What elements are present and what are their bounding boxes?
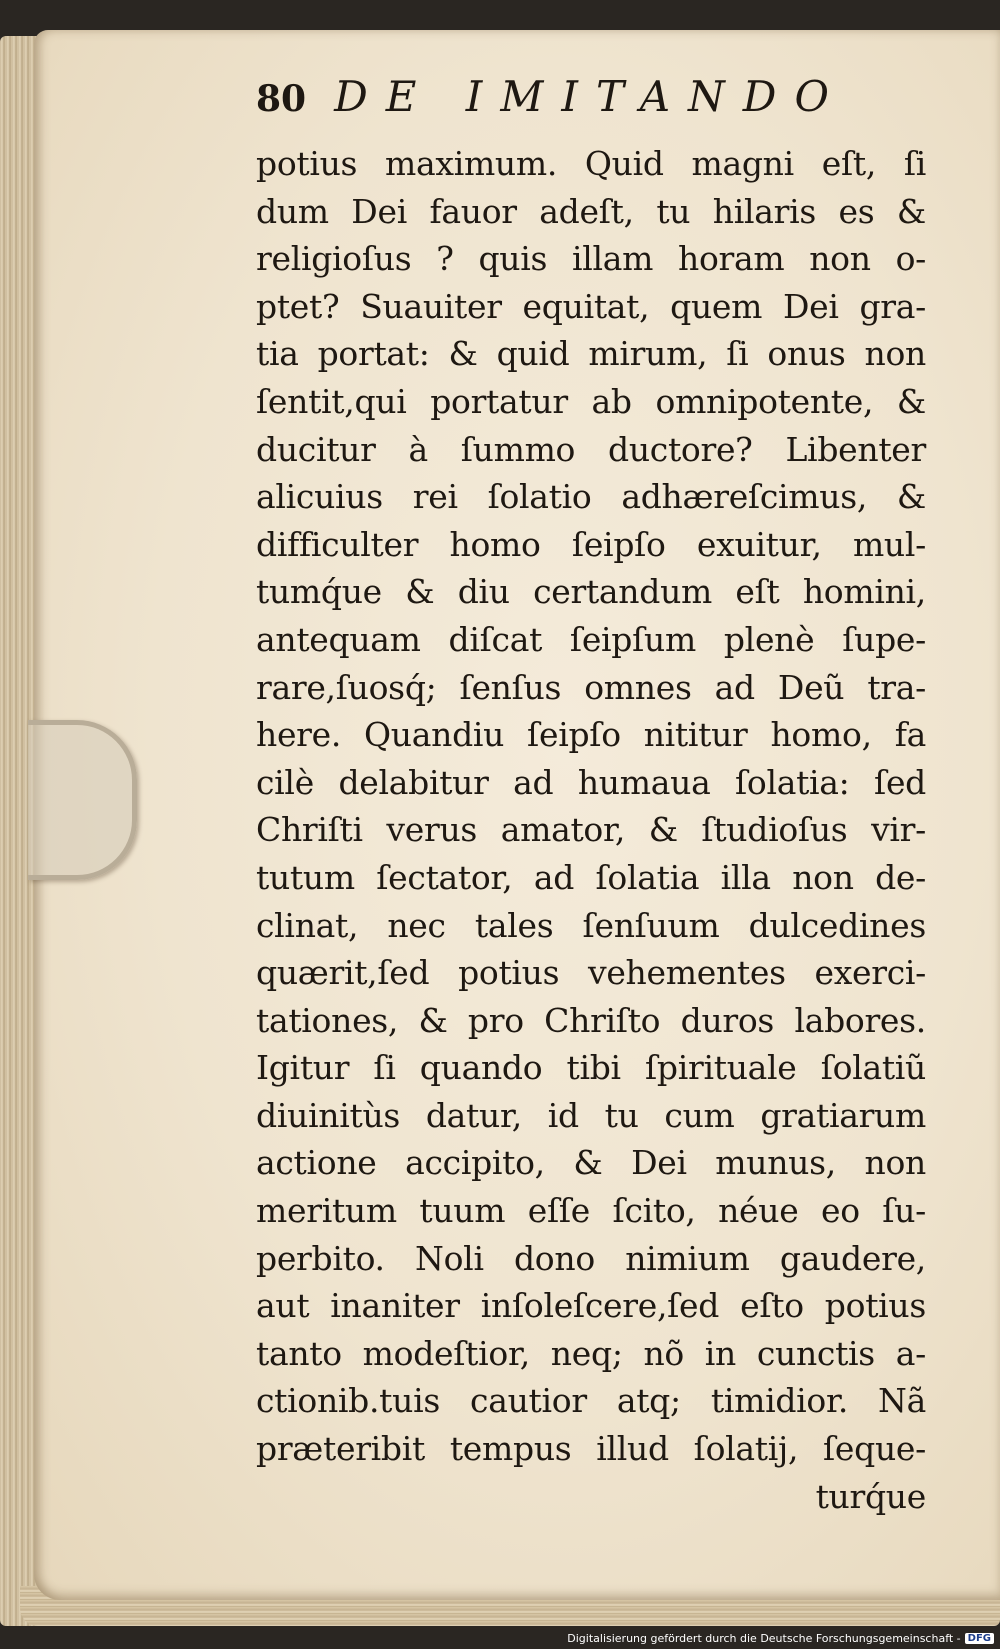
text-line: clinat, nec tales ſenſuum dulcedines	[256, 905, 926, 945]
text-line: religioſus ? quis illam horam non o-	[256, 239, 926, 279]
text-line: aut inaniter inſoleſcere,ſed eſto potius	[256, 1286, 926, 1326]
text-line: præteribit tempus illud ſolatij, ſeque-	[256, 1429, 926, 1469]
credit-text: Digitalisierung gefördert durch die Deutsche Forschungsgemeinschaft -	[567, 1631, 961, 1645]
text-line: diuinitùs datur, id tu cum gratiarum	[256, 1095, 926, 1135]
text-line: Chriſti verus amator, & ſtudioſus vir-	[256, 810, 926, 850]
text-line: tanto modeſtior, neq; nõ in cunctis a-	[256, 1333, 926, 1373]
text-line: alicuius rei ſolatio adhæreſcimus, &	[256, 477, 926, 517]
text-line: ſentit,qui portatur ab omnipotente, &	[256, 381, 926, 421]
page-number: 80	[256, 78, 307, 120]
text-line: antequam diſcat ſeipſum plenè ſupe-	[256, 619, 926, 659]
text-line: here. Quandiu ſeipſo nititur homo, fa	[256, 715, 926, 755]
body-text	[256, 140, 926, 1473]
text-line: ctionib.tuis cautior atq; timidior. Nã	[256, 1381, 926, 1421]
text-line: rare,ſuosq́; ſenſus omnes ad Deũ tra-	[256, 667, 926, 707]
text-line: ducitur à ſummo ductore? Libenter	[256, 429, 926, 469]
text-line: difficulter homo ſeipſo exuitur, mul-	[256, 524, 926, 564]
text-line: potius maximum. Quid magni eſt, ſi	[256, 144, 926, 183]
text-line: tumq́ue & diu certandum eſt homini,	[256, 572, 926, 612]
text-line: ptet? Suauiter equitat, quem Dei gra-	[256, 286, 926, 326]
running-head	[256, 72, 926, 132]
text-line: dum Dei fauor adeſt, tu hilaris es &	[256, 191, 926, 231]
text-line: cilè delabitur ad humaua ſolatia: ſed	[256, 762, 926, 802]
catchword: turq́ue	[815, 1476, 926, 1516]
dfg-logo: DFG	[965, 1633, 994, 1644]
text-line: tationes, & pro Chriſto duros labores.	[256, 1000, 926, 1040]
page-text-block	[256, 72, 926, 1520]
book-clasp-icon	[28, 720, 137, 880]
text-line: Igitur ſi quando tibi ſpirituale ſolatiũ	[256, 1048, 926, 1088]
text-line: perbito. Noli dono nimium gaudere,	[256, 1238, 926, 1278]
running-head-title: DE IMITANDO	[334, 72, 847, 121]
digitization-credit	[567, 1629, 994, 1647]
text-line: tia portat: & quid mirum, ſi onus non	[256, 334, 926, 374]
text-line: actione accipito, & Dei munus, non	[256, 1143, 926, 1183]
text-line: tutum ſectator, ad ſolatia illa non de-	[256, 857, 926, 897]
text-line: meritum tuum eſſe ſcito, néue eo ſu-	[256, 1191, 926, 1231]
text-line: quærit,ſed potius vehementes exerci-	[256, 953, 926, 993]
